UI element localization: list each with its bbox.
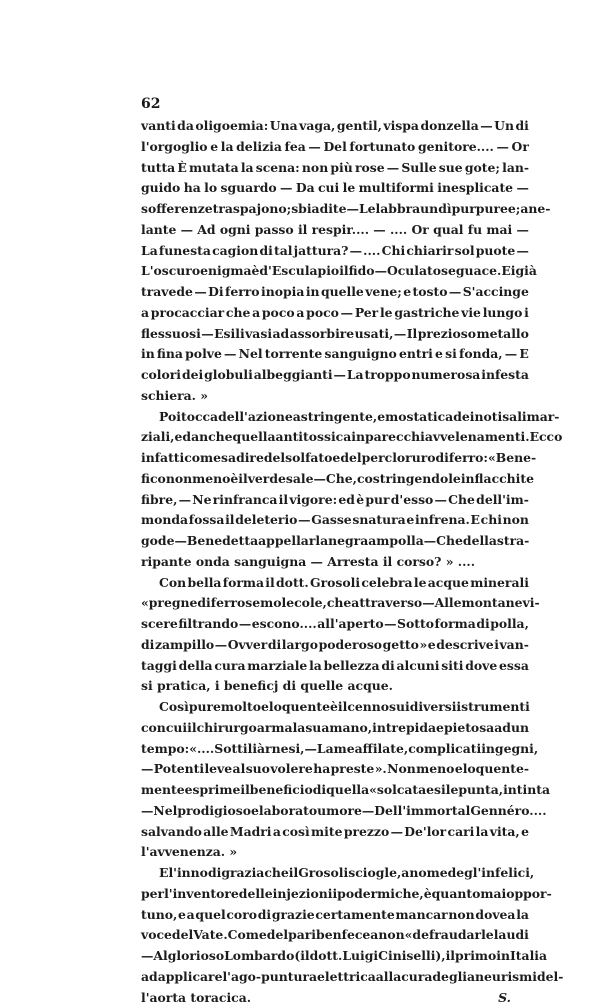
text-line: — Potenti leve al suo volere ha preste ». Non meno eloquente- <box>141 759 529 780</box>
text-line: per l'inventore delle injezioni ipodermiche, è quanto mai oppor- <box>141 884 529 905</box>
text-line: Con bella forma il dott. Grosoli celebra le acque minerali <box>141 573 529 594</box>
text-line: fico non meno è il verde sale — Che, costringendo le inflacchite <box>141 469 529 490</box>
text-line: scere filtrando — escono.... all'aperto — Sotto forma di polla, <box>141 614 529 635</box>
text-line: tutta È mutata la scena: non più rose — Sulle sue gote; lan- <box>141 158 529 179</box>
text-line: l'orgoglio e la delizia fea — Del fortunato genitore.... — Or <box>141 137 529 158</box>
text-line: lante — Ad ogni passo il respir.... — .... Or qual fu mai — <box>141 220 529 241</box>
text-line: monda fossa il deleterio — Gasse snatura e infrena. E chi non <box>141 510 529 531</box>
author-signature: S. <box>498 988 529 1008</box>
text-line: La funesta cagion di tal jattura? — .... Chi chiarir sol puote — <box>141 241 529 262</box>
text-line: colori dei globuli albeggianti — La troppo numerosa infesta <box>141 365 529 386</box>
text-line: travede — Di ferro inopia in quelle vene; e tosto — S'accinge <box>141 282 529 303</box>
text-line: salvando alle Madri a così mite prezzo — De'lor cari la vita, e <box>141 822 529 843</box>
text-line: taggi della cura marziale la bellezza di alcuni siti dove essa <box>141 656 529 677</box>
text-line: E l'inno di grazia che il Grosoli sciogle, a nome degl'infelici, <box>141 863 529 884</box>
text-line: ziali, ed anche quella antitossica in parecchi avvelenamenti. Ecco <box>141 427 529 448</box>
text-line: ripante onda sanguigna — Arresta il corso? » .... <box>141 552 529 573</box>
text-line: schiera. » <box>141 386 529 407</box>
text-line: — Al glorioso Lombardo (il dott. Luigi Ciniselli), il primo in Italia <box>141 946 529 967</box>
text-line: fibre, — Ne rinfranca il vigore: ed è pur d'esso — Che dell'im- <box>141 490 529 511</box>
text-line: l'avvenenza. » <box>141 842 529 863</box>
body-text <box>141 116 529 1008</box>
text-line: infatti come sa dire del solfato e del percloruro di ferro: « Bene- <box>141 448 529 469</box>
text-line: Poi tocca dell'azione astringente, emostatica dei noti sali mar- <box>141 407 529 428</box>
final-line-text: l'aorta toracica. <box>141 988 251 1008</box>
text-line: guido ha lo sguardo — Da cui le multiformi inesplicate — <box>141 178 529 199</box>
text-line: di zampillo — Ovver di largo poderoso getto » e descrive i van- <box>141 635 529 656</box>
text-line: flessuosi — Esili vasi ad assorbire usati, — Il prezioso metallo <box>141 324 529 345</box>
text-line: si pratica, i beneficj di quelle acque. <box>141 676 529 697</box>
text-line: a procacciar che a poco a poco — Per le gastriche vie lungo i <box>141 303 529 324</box>
text-line: Così pure molto eloquente è il cenno sui diversi istrumenti <box>141 697 529 718</box>
text-line-final <box>141 988 529 1008</box>
text-line: vanti da oligoemia: Una vaga, gentil, vispa donzella — Un di <box>141 116 529 137</box>
text-line: — Nel prodigioso elaborato umore — Dell'immortal Gennéro.... <box>141 801 529 822</box>
page-number: 62 <box>141 96 160 112</box>
text-line: tempo: « .... Sottili àrnesi, — Lame affilate, complicati ingegni, <box>141 739 529 760</box>
text-line: tuno, e a quel coro di grazie certamente mancar non dovea la <box>141 905 529 926</box>
text-line: sofferenze traspajono; sbiadite — Le labbra un dì purpuree; ane- <box>141 199 529 220</box>
text-line: ad applicare l'ago-puntura elettrica alla cura degli aneurismi del- <box>141 967 529 988</box>
text-line: con cui il chirurgo arma la sua mano, intrepida e pietosa ad un <box>141 718 529 739</box>
text-line: mente esprime il beneficio di quella « solcata esile punta, intinta <box>141 780 529 801</box>
text-line: gode — Benedetta appellar la negra ampolla — Che della stra- <box>141 531 529 552</box>
text-line: « pregne di ferrose molecole, che attraverso — Alle montane vi- <box>141 593 529 614</box>
text-line: voce del Vate. Come del pari ben fece a non « defraudar le laudi <box>141 925 529 946</box>
text-line: in fina polve — Nel torrente sanguigno entri e si fonda, — E <box>141 344 529 365</box>
text-line: L'oscuro enigma è d'Esculapio il fido — Oculato seguace. Ei già <box>141 261 529 282</box>
